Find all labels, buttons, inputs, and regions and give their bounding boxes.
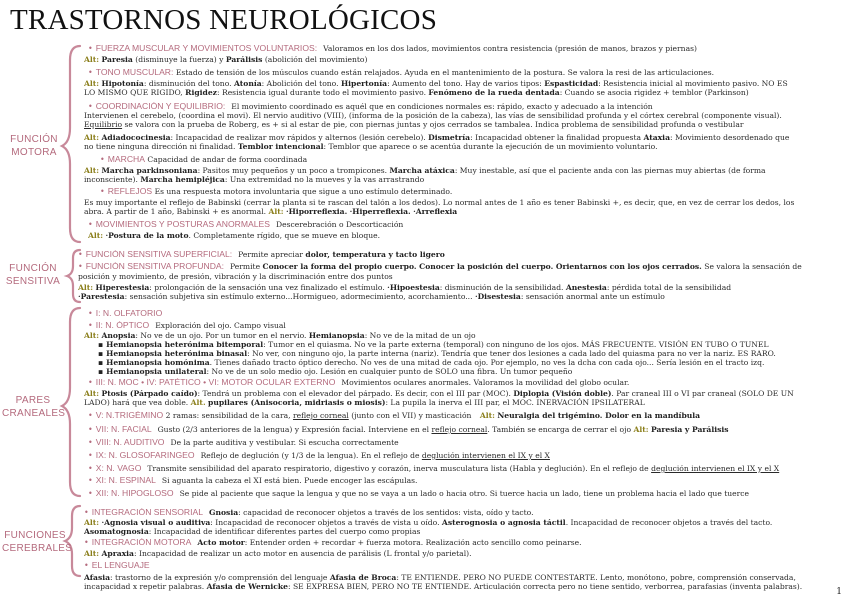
text-line: LO MISMO QUE RIGIDO, Rigidez: Resistencia igual durante todo el movimiento pasivo. Fenómeno de la rueda dentada: Cuando se asocia rigidez + temblor (Parkinson) — [84, 88, 749, 97]
section-label-pares: PARES CRANEALES — [2, 395, 66, 419]
bullet-icon: ▪ — [98, 367, 104, 376]
bullet-icon: • — [88, 220, 93, 229]
bullet-icon: • — [100, 187, 105, 196]
list-item: ▪ Hemianopsia heterónima binasal: No ver, con ninguno ojo, la parte interna (nariz). Tendría que tener dos lesiones a cada lado del quiasma para no ver la nariz. ES RARO. — [98, 349, 776, 358]
text-line: Asomatognosia: Incapacidad de identificar diferentes partes del cuerpo como propias — [84, 527, 421, 536]
alt-line: Alt: Adiadococinesia: Incapacidad de realizar mov rápidos y alternos (lesión cerebelo). Dismetría: Incapacidad obtener la finalidad propuesta Ataxia: Movimiento desordenado que — [84, 133, 790, 142]
bullet-icon: • — [78, 262, 83, 271]
list-item: • TONO MUSCULAR: Estado de tensión de los músculos cuando están relajados. Ayuda en el mantenimiento de la postura. Se valora la resi de las articulaciones. — [88, 68, 715, 77]
list-item: ▪ Hemianopsia heterónima bitemporal: Tumor en el quiasma. No ve la parte externa (temporal) con ninguno de los ojos. MÁS FRECUENTE. VISIÓN EN TUBO O TUNEL — [98, 340, 769, 349]
text-line: Es muy importante el reflejo de Babinski (cerrar la planta si te rascan del talón a los dedos). Lo normal antes de 1 año es tener Babinski +, es decir, que, en vez de cerrar los dedos, los — [84, 198, 795, 207]
text-line: Afasia: trastorno de la expresión y/o comprensión del lenguaje Afasia de Broca: TE ENTIENDE. PERO NO PUEDE CONTESTARTE. Lento, monótono, pobre, comprensión conservada, — [84, 573, 796, 582]
text-line: posición y movimiento, de presión, vibración y la discriminación entre dos puntos — [78, 272, 393, 281]
list-item: • MARCHA Capacidad de andar de forma coordinada — [100, 155, 308, 164]
bullet-icon: • — [88, 44, 93, 53]
bullet-icon: • — [88, 464, 93, 473]
section-label-sensitiva: FUNCIÓN SENSITIVA — [5, 263, 61, 287]
section-label-cerebrales: FUNCIONES CEREBRALES — [2, 530, 73, 554]
text-line: ·Parestesia: sensación subjetiva sin estímulo externo...Hormigueo, adormecimiento, acorchamiento... ·Disestesia: sensación anormal ante un estímulo — [78, 292, 665, 301]
list-item: • INTEGRACIÓN MOTORA Acto motor: Entender orden + recordar + fuerza motora. Realización acto sencillo como peinarse. — [84, 538, 582, 547]
text-line: abra. A partir de 1 año, Babinski + es anormal. Alt: ·Hiporreflexia. ·Hiperreflexia. ·Arreflexia — [84, 207, 458, 216]
text-line: incapacidad x repetir palabras. Afasia de Wernicke: SE EXPRESA BIEN, PERO NO TE ENTIENDE. Articulación correcta pero no tiene sentido, verborrea, parafasias (inventa palabras). — [84, 582, 803, 591]
alt-line: Alt: Hiperestesia: prolongación de la sensación una vez finalizado el estímulo. ·Hipoestesia: disminución de la sensibilidad. Anestesia: pérdida total de la sensibilidad — [78, 283, 732, 292]
list-item: • COORDINACIÓN Y EQUILIBRIO: El movimiento coordinado es aquél que en condiciones normales es: rápido, exacto y adecuado a la intención — [88, 102, 653, 111]
alt-line: Alt: Marcha parkinsoniana: Pasitos muy pequeños y un poco a trompicones. Marcha atáxica: Muy inestable, así que el paciente anda con las piernas muy abiertas (de forma — [84, 166, 766, 175]
section-label-motora: FUNCIÓN MOTORA — [10, 134, 58, 158]
bullet-icon: • — [84, 508, 89, 517]
bullet-icon: • — [88, 102, 93, 111]
list-item: • IX: N. GLOSOFARINGEO Reflejo de deglución (y 1/3 de la lengua). En el reflejo de deglución intervienen el IX y el X — [88, 451, 550, 460]
text-line: Equilibrio se valora con la prueba de Roberg, es + si al estar de pie, con piernas juntas y ojos cerrados se tambalea. Indica problema de sensibilidad profunda o vestibular — [84, 120, 744, 129]
list-item: • VIII: N. AUDITIVO De la parte auditiva y vestibular. Si escucha correctamente — [88, 438, 399, 447]
alt-line: Alt: ·Agnosia visual o auditiva: Incapacidad de reconocer objetos a través de vista u oído. Asterognosia o agnosia táctil. Incapacidad de reconocer objetos a través del tacto. — [84, 518, 773, 527]
list-item: ▪ Hemianopsia homónima. Tienes dañado tracto óptico derecho. No ves de una mitad de cada ojo. Por ejemplo, no ves la dcha con cada ojo... Sería lesión en el tracto izq. — [98, 358, 765, 367]
list-item: ▪ Hemianopsia unilateral: No ve de un solo medio ojo. Lesión en cualquier punto de SOLO una fibra. Un tumor pequeño — [98, 367, 573, 376]
alt-line: Alt: Anopsia: No ve de un ojo. Por un tumor en el nervio. Hemianopsia: No ve de la mitad de un ojo — [84, 331, 476, 340]
bullet-icon: • — [100, 155, 105, 164]
text-line: inconsciente). Marcha hemipléjica: Una extremidad no la mueves y la vas arrastrando — [84, 175, 425, 184]
list-item: • FUERZA MUSCULAR Y MOVIMIENTOS VOLUNTARIOS: Valoramos en los dos lados, movimientos contra resistencia (presión de manos, brazos y piernas) — [88, 44, 697, 53]
list-item: • I: N. OLFATORIO — [88, 309, 163, 318]
list-item: • REFLEJOS Es una respuesta motora involuntaria que sigue a uno estímulo determinado. — [100, 187, 453, 196]
list-item: • EL LENGUAJE — [84, 561, 150, 570]
list-item: • II: N. ÓPTICO Exploración del ojo. Campo visual — [88, 321, 286, 330]
alt-line: Alt: Apraxia: Incapacidad de realizar un acto motor en ausencia de parálisis (L frontal y/o parietal). — [84, 549, 472, 558]
bullet-icon: • — [88, 476, 93, 485]
list-item: • INTEGRACIÓN SENSORIAL Gnosia: capacidad de reconocer objetos a través de los sentidos: vista, oído y tacto. — [84, 508, 534, 517]
bullet-icon: • — [88, 489, 93, 498]
bullet-icon: • — [78, 250, 83, 259]
alt-line: Alt: Hipotonía: disminución del tono. Atonía: Abolición del tono. Hipertonía: Aumento del tono. Hay de varios tipos: Espasticidad: Resistencia inicial al movimiento pasivo. NO ES — [84, 79, 788, 88]
bullet-icon: • — [84, 561, 89, 570]
bullet-icon: • — [88, 411, 93, 420]
text-line: LADO) hará que vea doble. Alt. pupilares (Anisocoria, midriasis o miosis): La pupila la inerva el III par, el MOC. INERVACIÓN IPSILATERAL — [84, 398, 645, 407]
list-item: • V: N.TRIGÉMINO 2 ramas: sensibilidad de la cara, reflejo corneal (junto con el VII) y masticación Alt: Neuralgia del trigémino. Dolor en la mandíbula — [88, 411, 701, 420]
bullet-icon: ▪ — [98, 349, 104, 358]
page-title: TRASTORNOS NEUROLÓGICOS — [10, 4, 438, 36]
bullet-icon: • — [84, 538, 89, 547]
bullet-icon: • — [88, 321, 93, 330]
list-item: • FUNCIÓN SENSITIVA PROFUNDA: Permite Conocer la forma del propio cuerpo. Conocer la posición del cuerpo. Orientarnos con los ojos cerrados. Se valora la sensación de — [78, 262, 802, 271]
bullet-icon: • — [88, 451, 93, 460]
text-line: no tiene ninguna dirección ni finalidad. Temblor intencional: Temblor que aparece o se acentúa durante la ejecución de un movimiento voluntario. — [84, 142, 658, 151]
alt-line: Alt: Ptosis (Párpado caído): Tendrá un problema con el elevador del párpado. Es decir, con el III par (MOC). Diplopia (Visión doble). Par craneal III o VI par craneal (SOLO DE UN — [84, 389, 794, 398]
list-item: • XI: N. ESPINAL Si aguanta la cabeza el XI está bien. Puede encoger las escápulas. — [88, 476, 418, 485]
page-number: 1 — [836, 587, 842, 597]
list-item: • III: N. MOC • IV: PATÉTICO • VI: MOTOR OCULAR EXTERNO Movimientos oculares anormales. Valoramos la movilidad del globo ocular. — [88, 378, 630, 387]
alt-line: Alt: Paresia (disminuye la fuerza) y Parálisis (abolición del movimiento) — [84, 55, 368, 64]
list-item: • XII: N. HIPOGLOSO Se pide al paciente que saque la lengua y que no se vaya a un lado o hacia otro. Si tuerce hacia un lado, tiene un problema hacia el lado que tuerce — [88, 489, 750, 498]
bullet-icon: • — [88, 309, 93, 318]
bullet-icon: • — [88, 68, 93, 77]
bullet-icon: • — [88, 438, 93, 447]
bullet-icon: ▪ — [98, 358, 104, 367]
list-item: • X: N. VAGO Transmite sensibilidad del aparato respiratorio, digestivo y corazón, inerva musculatura lista (Habla y deglución). En el reflejo de deglución intervienen el IX y el X — [88, 464, 780, 473]
list-item: • VII: N. FACIAL Gusto (2/3 anteriores de la lengua) y Expresión facial. Interviene en el reflejo corneal. También se encarga de cerrar el ojo Alt: Paresia y Parálisis — [88, 425, 729, 434]
list-item: • MOVIMIENTOS Y POSTURAS ANORMALES Descerebración o Descorticación — [88, 220, 404, 229]
bullet-icon: • — [88, 378, 93, 387]
list-item: • FUNCIÓN SENSITIVA SUPERFICIAL: Permite apreciar dolor, temperatura y tacto ligero — [78, 250, 445, 259]
bullet-icon: • — [88, 425, 93, 434]
alt-line: Alt: ·Postura de la moto. Completamente rígido, que se mueve en bloque. — [88, 231, 381, 240]
bullet-icon: ▪ — [98, 340, 104, 349]
text-line: Intervienen el cerebelo, (coordina el movi). El nervio auditivo (VIII), (informa de la posición de la cabeza), las vías de sensibilidad profunda y el córtex cerebral (componente visual). — [84, 111, 782, 120]
